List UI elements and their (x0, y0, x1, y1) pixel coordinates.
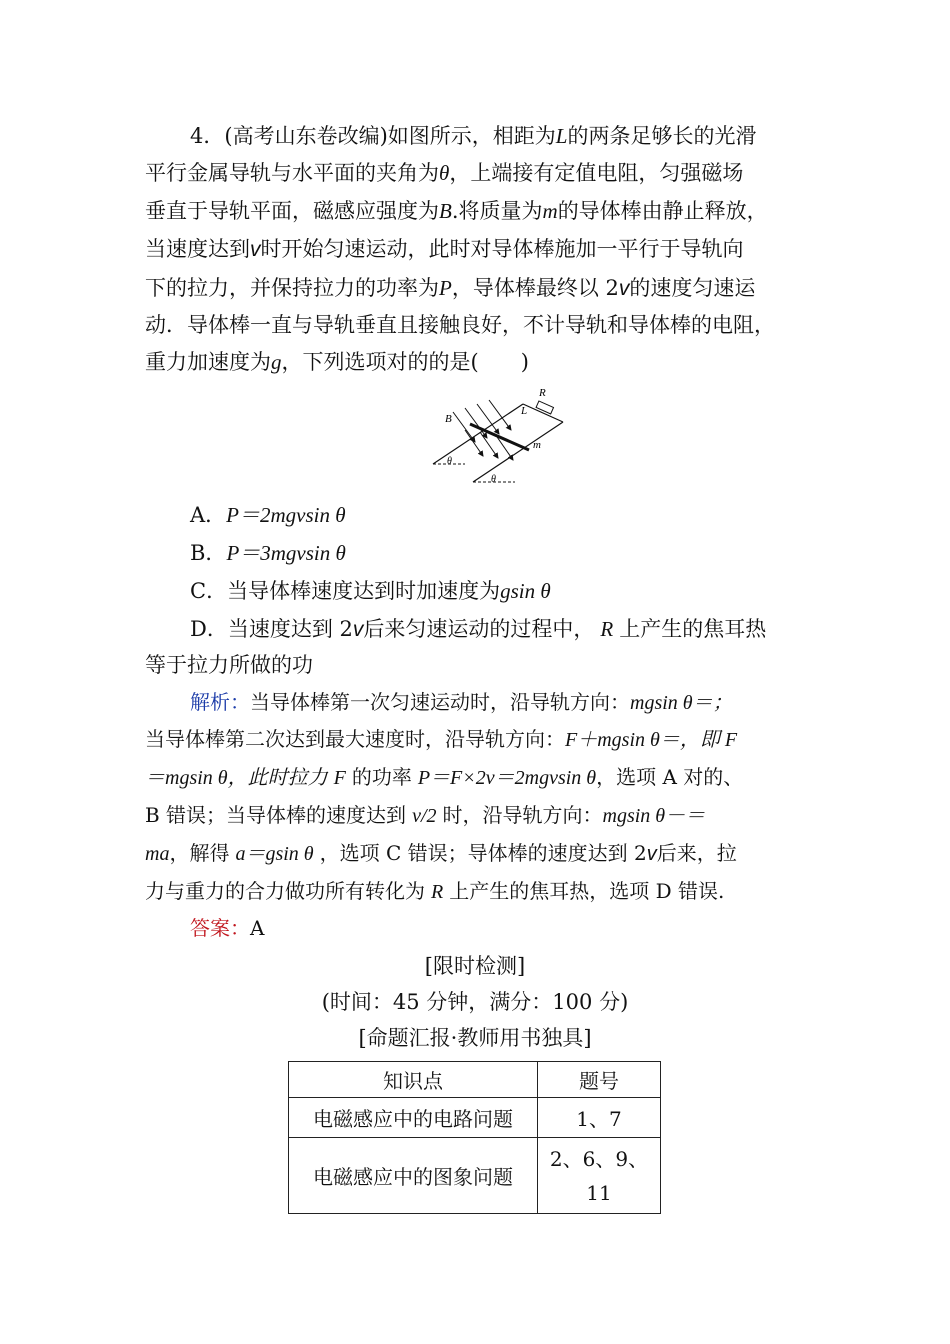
analysis-line-3 (145, 764, 743, 791)
text: 等于拉力所做的功 (145, 653, 313, 677)
analysis-line-1 (190, 689, 733, 716)
option-d-line-2 (145, 652, 313, 678)
header-knowledge: 知识点 (289, 1062, 538, 1098)
analysis-line-6 (145, 878, 724, 905)
cell-numbers: 1、7 (538, 1098, 661, 1138)
label-theta-1: θ (447, 456, 452, 467)
analysis-line-4 (145, 802, 705, 829)
text: 当速度达到 2 (227, 617, 353, 641)
question-line-5 (145, 275, 755, 302)
formula: v/2 (412, 805, 437, 827)
var-v: v (646, 843, 657, 865)
answer-label: 答案： (190, 916, 250, 940)
option-d (190, 616, 766, 643)
option-a-text: P＝2mgvsin θ (226, 503, 346, 527)
answer-line (190, 915, 264, 941)
text: 下的拉力，并保持拉力的功率为 (145, 276, 439, 300)
cell-numbers-line-2: 11 (586, 1180, 612, 1205)
formula: ma (145, 843, 170, 865)
text: 后来匀速运动的过程中， (363, 617, 595, 641)
var-m: m (542, 199, 558, 223)
formula: P＝F×2v＝2mgvsin θ (417, 767, 597, 789)
var-g: g (271, 350, 282, 374)
label-theta-2: θ (491, 474, 496, 485)
table-row (289, 1138, 661, 1214)
var-theta: θ (439, 161, 450, 185)
text: 力与重力的合力做功所有转化为 (145, 879, 425, 903)
analysis-line-2 (145, 726, 737, 753)
text: 时开始匀速运动，此时对导体棒施加一平行于导轨向 (260, 237, 744, 261)
text: 如图所示，相距为 (387, 124, 556, 148)
text: 的速度匀速运 (629, 276, 756, 300)
label-B: B (445, 413, 452, 425)
cell-topic: 电磁感应中的电路问题 (289, 1098, 538, 1138)
question-line-7 (145, 349, 529, 375)
text: 上产生的焦耳热，选项 D 错误. (449, 879, 725, 903)
var-B: B (439, 199, 452, 223)
var-R: R (431, 881, 444, 903)
option-a-label: A． (190, 503, 227, 527)
formula: a＝gsin θ (235, 843, 314, 865)
formula: F＋mgsin θ＝，即 F (565, 729, 738, 751)
var-F: F (333, 767, 346, 789)
text: .将质量为 (451, 199, 543, 223)
text: ，上端接有定值电阻，匀强磁场 (449, 161, 744, 185)
header-question-no: 题号 (538, 1062, 661, 1098)
text: 当导体棒第一次匀速运动时，沿导轨方向： (250, 690, 630, 714)
text: 的功率 (351, 765, 412, 789)
text: ，下列选项对的的是( ) (281, 350, 529, 374)
var-P: P (439, 276, 452, 300)
analysis-label: 解析： (190, 690, 250, 714)
question-line-6 (145, 312, 775, 338)
question-number: 4． (190, 124, 225, 148)
text: 当导体棒速度达到时加速度为 (227, 579, 501, 603)
var-v: v (618, 277, 630, 300)
cell-numbers-line-1: 2、6、9、 (549, 1146, 649, 1171)
text: 的导体棒由静止释放， (557, 199, 768, 223)
text: 当速度达到 (145, 237, 250, 261)
formula: ＝mgsin θ，此时拉力 (145, 767, 328, 789)
report-title: [命题汇报·教师用书独具] (358, 1026, 592, 1050)
cell-topic: 电磁感应中的图象问题 (289, 1138, 538, 1214)
text: ，选项 C 错误；导体棒的速度达到 2 (319, 841, 647, 865)
analysis-line-5 (145, 840, 737, 867)
question-line-2 (145, 160, 743, 186)
option-c-label: C． (190, 579, 228, 603)
text: ，导体棒最终以 2 (451, 276, 619, 300)
option-b-label: B． (190, 541, 227, 565)
table-row (289, 1098, 661, 1138)
text: 重力加速度为 (145, 350, 271, 374)
question-line-1 (190, 123, 756, 149)
knowledge-table (288, 1061, 661, 1214)
option-b (190, 540, 346, 566)
test-time: (时间：45 分钟，满分：100 分) (321, 990, 629, 1014)
text: ，选项 A 对的、 (596, 765, 744, 789)
text: 动．导体棒一直与导轨垂直且接触良好，不计导轨和导体棒的电阻， (145, 313, 775, 337)
text: ，解得 (169, 841, 230, 865)
question-source: (高考山东卷改编) (224, 124, 388, 148)
label-L: L (521, 405, 528, 417)
text: 垂直于导轨平面，磁感应强度为 (145, 199, 439, 223)
formula: mgsin θ＝； (630, 692, 733, 714)
option-c (190, 578, 551, 604)
text: 当导体棒第二次达到最大速度时，沿导轨方向： (145, 727, 565, 751)
question-line-4 (145, 236, 744, 263)
var-v: v (250, 238, 261, 261)
cell-numbers (538, 1138, 661, 1214)
var-v: v (352, 618, 364, 641)
text: 后来，拉 (656, 841, 737, 865)
option-c-formula: gsin θ (500, 579, 551, 603)
answer-value: A (250, 916, 265, 940)
var-R: R (600, 617, 614, 641)
option-b-text: P＝3mgvsin θ (226, 541, 346, 565)
option-d-label: D． (190, 617, 228, 641)
formula: mgsin θ－＝ (602, 805, 706, 827)
label-m: m (533, 439, 541, 451)
var-L: L (555, 124, 568, 148)
question-line-3 (145, 198, 768, 224)
text: 的两条足够长的光滑 (567, 124, 757, 148)
incline-rail-figure (425, 382, 575, 488)
text: 时，沿导轨方向： (442, 803, 603, 827)
text: 平行金属导轨与水平面的夹角为 (145, 161, 439, 185)
test-title: [限时检测] (424, 954, 526, 978)
text: B 错误；当导体棒的速度达到 (145, 803, 407, 827)
label-R: R (539, 387, 546, 399)
option-a (190, 502, 346, 528)
text: 上产生的焦耳热 (619, 617, 767, 641)
